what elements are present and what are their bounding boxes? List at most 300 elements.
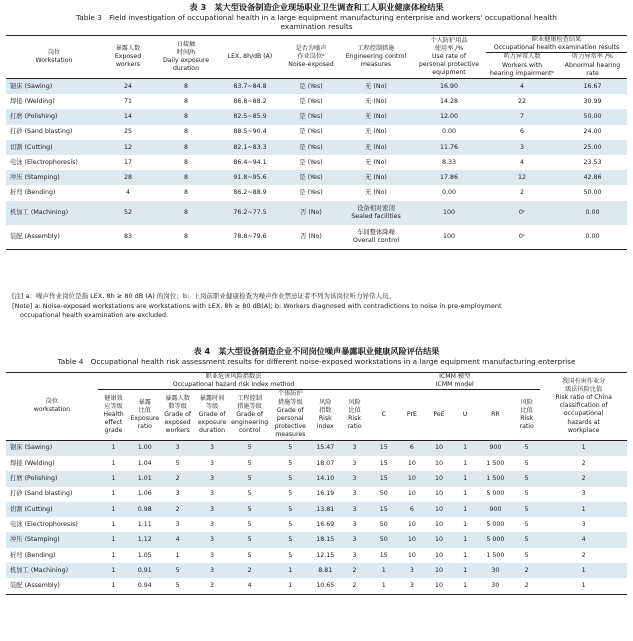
t4-cell-en: 5 <box>247 459 252 467</box>
t3-header-post: 岗位 Workstation <box>6 36 102 79</box>
t4-cell-rr2: 5 <box>524 551 529 559</box>
t4-cell-nw: 1 <box>175 551 180 559</box>
t3-cell-exposed: 4 <box>125 189 130 197</box>
t3-cell-daily: 8 <box>154 201 218 225</box>
t4-cell-ri: 8.81 <box>311 563 340 578</box>
t4-cell-cn: 3 <box>581 490 586 498</box>
t3-cell-lex: 88.5~90.4 <box>233 128 267 136</box>
table4-caption-en: Table 4 Occupational health risk assessment results for different noise-exposed workstations in a large equipment manufacturing enterprise <box>57 356 576 366</box>
t3-cell-hr: 24.00 <box>583 128 602 136</box>
t4-cell-en: 5 <box>247 520 252 528</box>
t4-cell-h: 1 <box>98 440 129 456</box>
t3-cell-hw: 0ᶜ <box>486 201 558 225</box>
t3-cell-ppe: 100 <box>442 232 456 240</box>
t3-cell-lex: 86.8~88.2 <box>233 98 267 105</box>
t4-cell-pee: 10 <box>435 490 444 498</box>
t4-cell-pp: 5 <box>270 502 311 517</box>
t4-cell-pp: 5 <box>288 520 293 528</box>
t3-cell-noise: 是 (Yes) <box>299 98 323 105</box>
t4-cell-c: 15 <box>369 471 398 486</box>
t3-cell-daily: 8 <box>154 109 218 124</box>
t3-cell-exposed: 17 <box>123 158 132 166</box>
t4-cell-nw: 3 <box>175 520 180 528</box>
t4-cell-h: 1 <box>111 520 116 528</box>
t3-cell-exposed: 83 <box>123 232 132 240</box>
t4-cell-pee: 10 <box>435 520 444 528</box>
t4-cell-nw: 3 <box>160 440 194 456</box>
t3-header-control: 工程控制措施 Engineering control measures <box>340 36 412 79</box>
t4-header-china: 我国有害作业分 级法风险比值 Risk ratio of China classification of occupational hazards at workplace <box>540 373 627 441</box>
t4-cell-er: 1.04 <box>137 459 152 467</box>
t4-cell-h: 1 <box>98 563 129 578</box>
t4-cell-pp: 5 <box>288 459 293 467</box>
t4-cell-nw: 4 <box>160 532 194 547</box>
t4-cell-u: 1 <box>453 563 478 578</box>
t4-cell-er: 0.94 <box>137 582 152 590</box>
t3-cell-hw: 22 <box>517 98 526 105</box>
t4-header-risk-index: 风险 指数 Risk index <box>316 398 334 431</box>
t3-header-hearing-workers: 听力异常人数 Workers with hearing impairmentᵇ <box>489 53 555 77</box>
table4-caption <box>0 347 633 366</box>
t3-cell-post: 打砂 (Sand blasting) <box>10 128 73 136</box>
t4-cell-rr1: 3 <box>352 459 357 467</box>
t4-cell-c: 1 <box>381 582 386 590</box>
table4-row <box>6 578 627 594</box>
t4-header-u: U <box>462 410 468 418</box>
t4-cell-nw: 3 <box>175 490 180 498</box>
t4-cell-post: 切割 (Cutting) <box>6 502 98 517</box>
table3-row <box>6 225 627 250</box>
table3-wrapper <box>6 35 627 250</box>
t4-cell-u: 1 <box>453 502 478 517</box>
t3-cell-post: 机加工 (Machining) <box>6 201 102 225</box>
table4-row <box>6 502 627 517</box>
t4-cell-post: 锯床 (Sawing) <box>6 440 98 456</box>
t4-header-pre: PrE <box>406 410 417 418</box>
t3-note-zh: [注] a：噪声作业岗位是指 LEX, 8h ≥ 80 dB (A) 的岗位；b：上岗前职业健康检查为噪声作业禁忌证者不列为该岗位听力异常人员。 <box>12 292 396 300</box>
t4-cell-ri: 10.65 <box>316 582 335 590</box>
t4-cell-du: 3 <box>210 490 215 498</box>
t4-cell-c: 50 <box>379 520 388 528</box>
t4-cell-rr2: 5 <box>524 490 529 498</box>
t3-cell-daily: 8 <box>154 79 218 95</box>
t3-cell-lex: 86.2~88.9 <box>233 189 267 197</box>
t4-cell-er: 1.05 <box>137 551 152 559</box>
table4-row <box>6 440 627 456</box>
t4-cell-pp: 5 <box>270 532 311 547</box>
t4-cell-nw: 2 <box>160 471 194 486</box>
t3-cell-hr: 42.86 <box>558 170 627 185</box>
t4-cell-du: 3 <box>210 520 215 528</box>
t4-cell-rr2: 5 <box>513 471 540 486</box>
t3-cell-hr: 30.99 <box>583 98 602 105</box>
t3-cell-post: 冲压 (Stamping) <box>6 170 102 185</box>
t4-cell-rr1: 3 <box>352 551 357 559</box>
t4-cell-rr2: 5 <box>524 520 529 528</box>
t4-cell-pp: 5 <box>288 490 293 498</box>
t4-cell-rr2: 5 <box>513 440 540 456</box>
t4-cell-c: 50 <box>379 490 388 498</box>
t4-cell-rr1: 3 <box>352 490 357 498</box>
table4-wrapper <box>6 372 627 595</box>
t4-header-ppe: 个体防护 措施等级 Grade of personal protective measures <box>274 390 306 439</box>
t4-cell-pre: 10 <box>407 551 416 559</box>
table3-row <box>6 125 627 140</box>
t4-cell-u: 1 <box>463 490 468 498</box>
t3-cell-hr: 25.00 <box>558 140 627 155</box>
table3-caption-en-1: Table 3 Field investigation of occupational health in a large equipment manufacturing enterprise and workers' occupational health <box>76 12 557 22</box>
t3-cell-noise: 否 (No) <box>282 201 340 225</box>
t3-cell-post: 切割 (Cutting) <box>6 140 102 155</box>
t4-cell-h: 1 <box>111 582 116 590</box>
t3-cell-noise: 是 (Yes) <box>299 158 323 166</box>
t3-cell-noise: 是 (Yes) <box>299 189 323 197</box>
table3-row <box>6 94 627 109</box>
t4-cell-rr2: 2 <box>524 582 529 590</box>
table3-row <box>6 201 627 225</box>
t4-cell-rr1: 3 <box>340 532 369 547</box>
t4-cell-h: 1 <box>98 502 129 517</box>
t4-cell-du: 3 <box>195 563 229 578</box>
t3-cell-exposed: 71 <box>123 98 132 105</box>
table4-row <box>6 532 627 547</box>
t3-cell-hw: 7 <box>486 109 558 124</box>
t4-cell-post: 打砂 (Sand blasting) <box>10 490 73 498</box>
t4-cell-cn: 2 <box>581 459 586 467</box>
t3-cell-noise: 是 (Yes) <box>282 170 340 185</box>
t4-cell-h: 1 <box>111 490 116 498</box>
t3-cell-ppe: 0.00 <box>441 189 457 197</box>
t3-cell-daily: 8 <box>183 128 188 136</box>
t4-cell-ri: 14.10 <box>311 471 340 486</box>
t4-cell-du: 3 <box>195 471 229 486</box>
t4-cell-pee: 10 <box>425 440 452 456</box>
t3-cell-noise: 是 (Yes) <box>282 79 340 95</box>
t4-cell-rr1: 2 <box>352 582 357 590</box>
t3-cell-hr: 16.67 <box>558 79 627 95</box>
t4-cell-nw: 5 <box>175 582 180 590</box>
t4-cell-u: 1 <box>463 551 468 559</box>
t3-header-exposed: 暴露人数 Exposed workers <box>102 36 154 79</box>
t4-cell-cn: 1 <box>540 440 627 456</box>
t4-cell-du: 3 <box>210 551 215 559</box>
t3-cell-hr: 0.00 <box>585 232 600 240</box>
t4-cell-rr: 900 <box>478 440 513 456</box>
t4-cell-c: 50 <box>369 532 398 547</box>
t4-header-duration: 暴露时间 等级 Grade of exposure duration <box>197 394 227 435</box>
table4 <box>6 372 627 595</box>
t4-cell-u: 1 <box>463 582 468 590</box>
t4-cell-pp: 5 <box>270 440 311 456</box>
t4-cell-pee: 10 <box>425 532 452 547</box>
t3-header-daily: 日接触 时间/h Daily exposure duration <box>154 36 218 79</box>
t3-cell-hr: 0.00 <box>558 201 627 225</box>
t4-cell-post: 装配 (Assembly) <box>10 582 60 590</box>
t4-cell-c: 15 <box>379 551 388 559</box>
table3-row <box>6 185 627 200</box>
t3-cell-hw: 6 <box>519 128 524 136</box>
table3-row <box>6 170 627 185</box>
t3-header-exam-group: 职业健康检查结果 Occupational health examination results <box>486 36 627 53</box>
t4-cell-pre: 10 <box>407 520 416 528</box>
t3-cell-control: 无 (No) <box>365 128 387 136</box>
t4-cell-u: 1 <box>453 440 478 456</box>
t4-header-icmm-ratio: 风险 比值 Risk ratio <box>519 398 534 431</box>
t4-cell-rr2: 2 <box>513 563 540 578</box>
t3-header-lex: LEX, 8h/dB (A) <box>218 36 282 79</box>
t3-cell-exposed: 12 <box>102 140 154 155</box>
t4-cell-post: 打磨 (Polishing) <box>6 471 98 486</box>
t4-cell-pre: 3 <box>398 563 425 578</box>
table3-caption <box>0 3 633 32</box>
t3-cell-ppe: 12.00 <box>412 109 486 124</box>
t3-cell-control: 车间整体降噪 Overall control <box>352 228 400 244</box>
t3-cell-control: 无 (No) <box>340 109 412 124</box>
t4-cell-post: 折弯 (Bending) <box>10 551 56 559</box>
t3-cell-daily: 8 <box>154 140 218 155</box>
t4-header-pee: PeE <box>433 410 445 418</box>
t4-cell-h: 1 <box>111 551 116 559</box>
t3-cell-exposed: 14 <box>102 109 154 124</box>
t3-cell-daily: 8 <box>183 189 188 197</box>
t4-cell-cn: 3 <box>581 520 586 528</box>
t4-cell-pre: 6 <box>398 440 425 456</box>
t4-cell-en: 4 <box>247 582 252 590</box>
t4-cell-pee: 10 <box>435 459 444 467</box>
t3-cell-ppe: 100 <box>412 201 486 225</box>
t3-cell-noise: 否 (No) <box>300 232 322 240</box>
t3-cell-post: 打磨 (Polishing) <box>6 109 102 124</box>
t4-cell-en: 5 <box>229 440 270 456</box>
t4-cell-en: 5 <box>229 471 270 486</box>
t3-cell-hr: 50.00 <box>583 189 602 197</box>
t3-cell-lex: 82.1~83.3 <box>218 140 282 155</box>
t4-cell-rr1: 3 <box>340 502 369 517</box>
t4-header-index-group: 职业危害风险指数法 Occupational hazard risk index method <box>98 373 369 390</box>
t3-cell-hw: 4 <box>486 79 558 95</box>
t4-cell-er: 1.01 <box>129 471 160 486</box>
t4-cell-pp: 5 <box>270 471 311 486</box>
t4-cell-rr: 1 500 <box>478 471 513 486</box>
t4-cell-c: 15 <box>369 502 398 517</box>
t4-cell-post: 机加工 (Machining) <box>6 563 98 578</box>
table3-row <box>6 155 627 170</box>
t4-cell-rr2: 5 <box>513 502 540 517</box>
t3-cell-lex: 83.7~84.8 <box>218 79 282 95</box>
t4-cell-du: 3 <box>210 459 215 467</box>
table3-row <box>6 109 627 124</box>
t4-cell-du: 3 <box>195 440 229 456</box>
t4-cell-h: 1 <box>98 532 129 547</box>
t3-cell-control: 设备相对密闭 Sealed facilities <box>340 201 412 225</box>
t3-cell-hw: 2 <box>519 189 524 197</box>
table4-caption-zh: 表 4 某大型设备制造企业不同岗位噪声暴露职业健康风险评估结果 <box>193 346 440 356</box>
t4-cell-nw: 5 <box>175 459 180 467</box>
t3-cell-noise: 是 (Yes) <box>299 128 323 136</box>
t4-cell-rr: 1 500 <box>486 551 505 559</box>
t3-cell-post: 锯床 (Sawing) <box>6 79 102 95</box>
t4-cell-er: 0.91 <box>129 563 160 578</box>
t3-cell-ppe: 8.33 <box>441 158 457 166</box>
table4-row <box>6 456 627 471</box>
t3-cell-daily: 8 <box>154 170 218 185</box>
t3-cell-control: 无 (No) <box>340 170 412 185</box>
t4-cell-cn: 4 <box>540 532 627 547</box>
t3-cell-daily: 8 <box>183 98 188 105</box>
t4-cell-c: 1 <box>369 563 398 578</box>
t4-cell-pee: 10 <box>425 563 452 578</box>
t3-cell-control: 无 (No) <box>365 98 387 105</box>
t4-cell-en: 5 <box>247 551 252 559</box>
t4-cell-ri: 16.19 <box>316 490 335 498</box>
table4-row <box>6 471 627 486</box>
t4-cell-h: 1 <box>111 459 116 467</box>
t4-cell-u: 1 <box>463 520 468 528</box>
t4-cell-pp: 5 <box>288 551 293 559</box>
t4-header-nworkers: 暴露人数 数等级 Grade of exposed workers <box>164 394 192 435</box>
t3-cell-lex: 86.4~94.1 <box>233 158 267 166</box>
table3-notes <box>6 292 627 321</box>
t4-cell-cn: 1 <box>581 582 586 590</box>
t4-cell-du: 3 <box>210 582 215 590</box>
t3-cell-hw: 3 <box>486 140 558 155</box>
table3-row <box>6 79 627 95</box>
t3-cell-hr: 50.00 <box>558 109 627 124</box>
t4-cell-ri: 12.15 <box>316 551 335 559</box>
t4-cell-du: 3 <box>195 532 229 547</box>
t3-cell-post: 装配 (Assembly) <box>10 232 60 240</box>
t4-header-risk-ratio: 风险 比值 Risk ratio <box>347 398 362 431</box>
t4-cell-rr2: 5 <box>513 532 540 547</box>
t4-cell-pre: 10 <box>407 490 416 498</box>
t4-cell-rr1: 3 <box>352 520 357 528</box>
t3-cell-control: 无 (No) <box>365 189 387 197</box>
t3-note-en-1: [Note] a: Noise-exposed workstations are workstations with LEX, 8h ≥ 80 dB(A); b: Workers diagnosed with contradictions to noise in pre-employment <box>12 301 502 310</box>
t3-cell-post: 焊接 (Welding) <box>10 98 55 105</box>
t4-cell-en: 5 <box>247 490 252 498</box>
t4-cell-ri: 16.69 <box>316 520 335 528</box>
table3-caption-zh: 表 3 某大型设备制造企业现场职业卫生调查和工人职业健康体检结果 <box>189 2 444 12</box>
t4-header-health: 健康效 应等级 Health effect grade <box>103 394 124 435</box>
t4-cell-rr: 30 <box>478 563 513 578</box>
t3-cell-exposed: 25 <box>123 128 132 136</box>
t3-cell-control: 无 (No) <box>340 140 412 155</box>
t4-cell-pre: 10 <box>398 532 425 547</box>
t4-cell-rr: 5 000 <box>478 532 513 547</box>
t3-cell-post: 电泳 (Electrophoresis) <box>10 158 78 166</box>
t4-header-icmm-group: ICMM 模型 ICMM model <box>369 373 540 390</box>
t4-cell-post: 电泳 (Electrophoresis) <box>10 520 78 528</box>
t4-cell-c: 15 <box>369 440 398 456</box>
table4-row <box>6 487 627 502</box>
t3-cell-daily: 8 <box>183 232 188 240</box>
table3 <box>6 35 627 250</box>
t3-cell-post: 折弯 (Bending) <box>10 189 56 197</box>
t4-cell-ri: 18.15 <box>311 532 340 547</box>
t4-cell-rr: 1 500 <box>486 459 505 467</box>
t4-cell-pre: 10 <box>407 459 416 467</box>
t4-cell-er: 0.98 <box>129 502 160 517</box>
t3-cell-hw: 12 <box>486 170 558 185</box>
t3-cell-ppe: 0.00 <box>441 128 457 136</box>
t4-cell-post: 冲压 (Stamping) <box>6 532 98 547</box>
t3-cell-exposed: 24 <box>102 79 154 95</box>
t3-header-hearing-rate: 听力异常率 /% Abnormal hearing rate <box>564 53 621 77</box>
table4-row <box>6 517 627 532</box>
table3-body <box>6 79 627 250</box>
t4-cell-nw: 5 <box>160 563 194 578</box>
t4-cell-ri: 15.47 <box>311 440 340 456</box>
table4-row <box>6 563 627 578</box>
t4-cell-rr2: 5 <box>524 459 529 467</box>
t3-cell-hr: 23.53 <box>583 158 602 166</box>
t4-header-c: C <box>381 410 386 418</box>
t4-cell-er: 1.06 <box>137 490 152 498</box>
t3-cell-ppe: 16.90 <box>412 79 486 95</box>
t3-note-en-2: occupational health examination are excluded. <box>20 312 169 319</box>
t3-cell-noise: 是 (Yes) <box>282 109 340 124</box>
t4-cell-rr1: 2 <box>340 563 369 578</box>
t4-cell-rr: 5 000 <box>486 520 505 528</box>
t3-cell-lex: 82.5~85.9 <box>218 109 282 124</box>
t4-cell-cn: 1 <box>540 563 627 578</box>
t4-cell-pre: 3 <box>409 582 414 590</box>
t3-cell-ppe: 17.86 <box>412 170 486 185</box>
t4-cell-cn: 2 <box>540 471 627 486</box>
t4-cell-pee: 10 <box>435 582 444 590</box>
t4-cell-rr: 30 <box>491 582 500 590</box>
t3-cell-ppe: 14.28 <box>439 98 459 105</box>
t4-header-eng: 工程控制 措施等级 Grade of engineering control <box>231 394 269 435</box>
t4-cell-cn: 2 <box>581 551 586 559</box>
t3-header-ppe: 个人防护用品 使用率 /% Use rate of personal protective equipment <box>412 36 486 79</box>
table3-row <box>6 140 627 155</box>
t3-cell-lex: 78.8~79.6 <box>233 232 267 240</box>
t4-cell-pee: 10 <box>425 502 452 517</box>
t3-cell-lex: 76.2~77.5 <box>218 201 282 225</box>
table4-row <box>6 548 627 563</box>
t4-cell-pre: 6 <box>398 502 425 517</box>
t4-cell-u: 1 <box>463 459 468 467</box>
t4-cell-rr: 900 <box>478 502 513 517</box>
t3-cell-hw: 0ᶜ <box>518 232 526 240</box>
t4-header-rr: RR <box>491 410 500 418</box>
t4-cell-c: 15 <box>379 459 388 467</box>
table3-caption-en-2: examination results <box>280 22 353 31</box>
t3-cell-exposed: 28 <box>102 170 154 185</box>
t4-cell-er: 1.00 <box>129 440 160 456</box>
table4-body <box>6 440 627 594</box>
t4-cell-pee: 10 <box>435 551 444 559</box>
t4-cell-rr: 5 000 <box>486 490 505 498</box>
t4-cell-u: 1 <box>453 471 478 486</box>
t4-cell-h: 1 <box>98 471 129 486</box>
t4-cell-pp: 1 <box>288 582 293 590</box>
t4-cell-du: 3 <box>195 502 229 517</box>
t3-cell-lex: 91.8~95.6 <box>218 170 282 185</box>
t4-cell-ri: 13.81 <box>311 502 340 517</box>
t4-header-post: 岗位 workstation <box>6 373 98 441</box>
t4-cell-cn: 1 <box>540 502 627 517</box>
t3-cell-ppe: 11.76 <box>412 140 486 155</box>
t4-cell-u: 1 <box>453 532 478 547</box>
t4-cell-pee: 10 <box>425 471 452 486</box>
t4-header-exposure: 暴露 比值 Exposure ratio <box>130 398 160 431</box>
t4-cell-ri: 18.07 <box>316 459 335 467</box>
t4-cell-pp: 1 <box>270 563 311 578</box>
t4-cell-er: 1.12 <box>129 532 160 547</box>
t3-cell-control: 无 (No) <box>340 79 412 95</box>
